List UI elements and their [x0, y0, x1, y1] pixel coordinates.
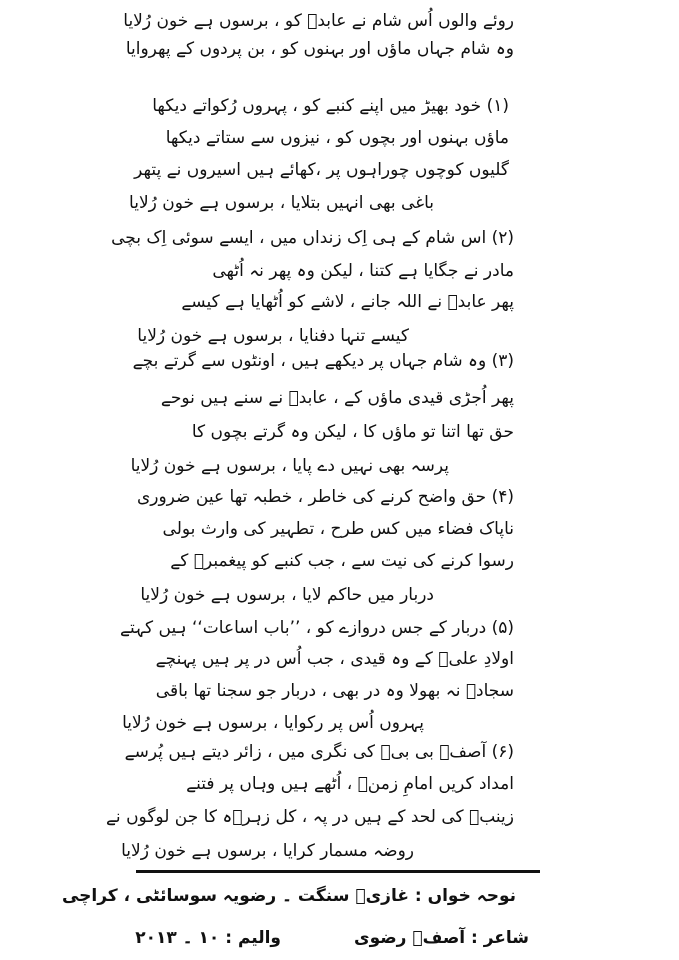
- stanza-4-line-3: رسوا کرنے کی نیت سے ، جب کنبے کو پیغمبرؐ کے: [170, 551, 514, 571]
- stanza-3-line-3: حق تھا اتنا تو ماؤں کا ، لیکن وہ گرتے بچوں کا: [191, 422, 514, 442]
- volume-label: والیم : ۱۰ ۔ ۲۰۱۳: [135, 928, 281, 948]
- poet-credit: شاعر : آصفؔ رضوی: [354, 928, 529, 948]
- stanza-2-line-2: مادر نے جگایا ہے کتنا ، لیکن وہ پھر نہ اُٹھی: [212, 261, 514, 281]
- stanza-5-refrain: پہروں اُس پر رکوایا ، برسوں ہے خون رُلایا: [122, 713, 424, 733]
- stanza-4-line-2: ناپاک فضاء میں کس طرح ، تطہیر کی وارث بولی: [162, 519, 514, 539]
- stanza-4-refrain: دربار میں حاکم لایا ، برسوں ہے خون رُلایا: [140, 585, 434, 605]
- footer-divider: [136, 870, 540, 873]
- stanza-2-line-3: پھر عابدؑ نے اللہ جانے ، لاشے کو اُٹھایا ہے کیسے: [181, 292, 514, 312]
- intro-line-1: روئے والوں اُس شام نے عابدؑ کو ، برسوں ہے خون رُلایا: [123, 11, 514, 31]
- stanza-6-refrain: روضہ مسمار کرایا ، برسوں ہے خون رُلایا: [121, 841, 414, 861]
- stanza-3-refrain: پرسہ بھی نہیں دے پایا ، برسوں ہے خون رُلایا: [130, 456, 449, 476]
- stanza-1-line-2: ماؤں بہنوں اور بچوں کو ، نیزوں سے ستاتے دیکھا: [165, 128, 509, 148]
- stanza-2-line-1: (۲) اس شام کے ہی اِک زنداں میں ، ایسے سوئی اِک بچی: [111, 228, 514, 248]
- reciters-credit: نوحہ خواں : غازیؑ سنگت ۔ رضویہ سوسائٹی ، کراچی: [61, 886, 516, 906]
- stanza-6-line-2: امداد کریں امامِ زمنؑ ، اُٹھے ہیں وہاں پر فتنے: [186, 774, 514, 794]
- stanza-6-line-3: زینبؑ کی لحد کے ہیں در پہ ، کل زہرؑہ کا جن لوگوں نے: [105, 807, 514, 827]
- stanza-5-line-1: (۵) دربار کے جس دروازے کو ، ’’باب اساعات‘‘ ہیں کہتے: [119, 618, 514, 638]
- stanza-1-refrain: باغی بھی انہیں بتلایا ، برسوں ہے خون رُلایا: [129, 193, 434, 213]
- stanza-2-refrain: کیسے تنہا دفنایا ، برسوں ہے خون رُلایا: [137, 326, 409, 346]
- stanza-3-line-1: (۳) وہ شام جہاں پر دیکھے ہیں ، اونٹوں سے گرتے بچے: [132, 351, 514, 371]
- stanza-4-line-1: (۴) حق واضح کرنے کی خاطر ، خطبہ تھا عین ضروری: [136, 487, 514, 507]
- intro-line-2: وہ شام جہاں ماؤں اور بہنوں کو ، بن پردوں کے پھروایا: [125, 39, 514, 59]
- stanza-5-line-3: سجادؑ نہ بھولا وہ در بھی ، دربار جو سجنا تھا باقی: [155, 681, 514, 701]
- stanza-1-line-3: گلیوں کوچوں چوراہوں پر ،کھائے ہیں اسیروں نے پتھر: [134, 160, 509, 180]
- stanza-1-line-1: (۱) خود بھیڑ میں اپنے کنبے کو ، پہروں رُکواتے دیکھا: [152, 96, 509, 116]
- stanza-3-line-2: پھر اُجڑی قیدی ماؤں کے ، عابدؑ نے سنے ہیں نوحے: [160, 388, 514, 408]
- stanza-6-line-1: (۶) آصفؔ بی بیؑ کی نگری میں ، زائر دیتے ہیں پُرسے: [124, 742, 514, 762]
- stanza-5-line-2: اولادِ علیؑ کے وہ قیدی ، جب اُس در پر ہیں پہنچے: [155, 649, 514, 669]
